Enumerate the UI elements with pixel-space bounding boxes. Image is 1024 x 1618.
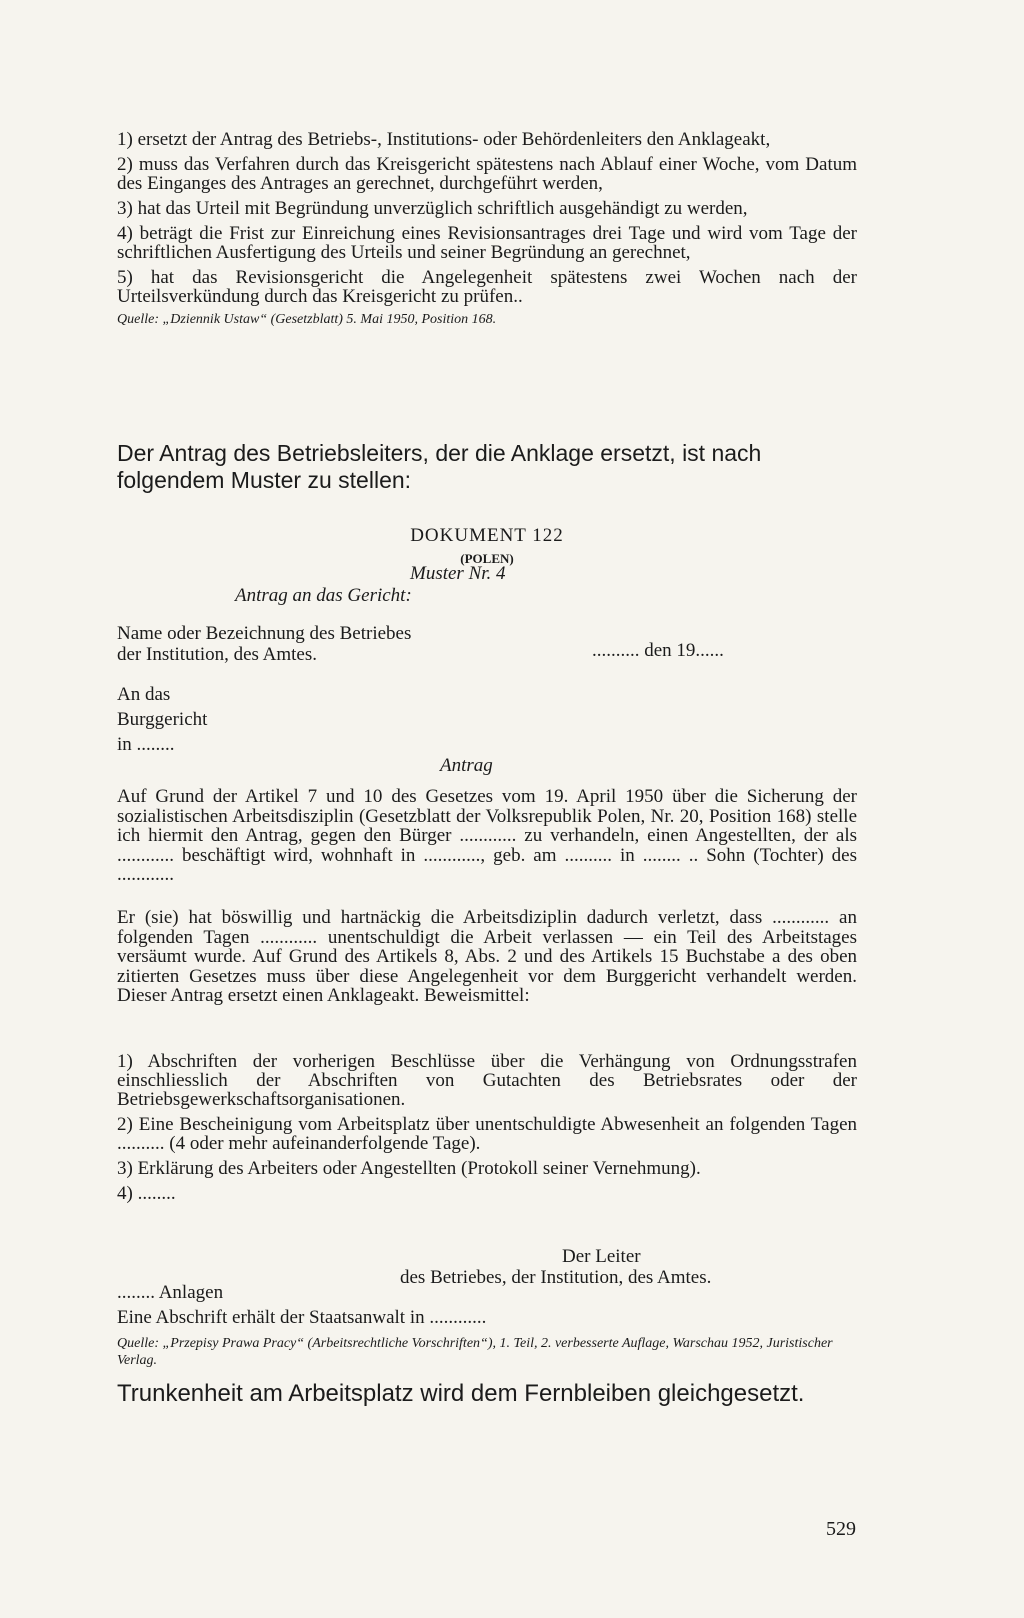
list-item: 3) Erklärung des Arbeiters oder Angestellten (Protokoll seiner Vernehmung). bbox=[117, 1158, 701, 1179]
signature-subtitle: des Betriebes, der Institution, des Amtes. bbox=[400, 1267, 712, 1288]
address-line: An das bbox=[117, 684, 171, 705]
page-number: 529 bbox=[826, 1518, 856, 1540]
antrag-body-1: Auf Grund der Artikel 7 und 10 des Gesetzes vom 19. April 1950 über die Sicherung der sozialistischen Arbeitsdisziplin (Gesetzblatt der Volksrepublik Polen, Nr. 20, Position 168) stelle ich hiermit den Antrag, gegen den Bürger ............ zu verhandeln, einen Angestellten, der als ............ beschäftigt wird, wohnhaft in ............, geb. am .......... in ........ .. Sohn (Tochter) des ............ bbox=[117, 786, 857, 885]
antrag-heading: Antrag bbox=[440, 755, 493, 776]
attachments-line: ........ Anlagen bbox=[117, 1282, 224, 1303]
evidence-list bbox=[117, 1052, 857, 1209]
list-item: 5) hat das Revisionsgericht die Angelegenheit spätestens zwei Wochen nach der Urteilsverkündung durch das Kreisgericht zu prüfen.. bbox=[117, 267, 857, 307]
source-citation: Quelle: „Przepisy Prawa Pracy“ (Arbeitsrechtliche Vorschriften“), 1. Teil, 2. verbesserte Auflage, Warschau 1952, Juristischer Verlag. bbox=[117, 1336, 833, 1368]
sender-name-line: Name oder Bezeichnung des Betriebes bbox=[117, 623, 412, 644]
document-country: (POLEN) bbox=[460, 551, 514, 566]
rules-list bbox=[117, 130, 857, 328]
lead-paragraph: Der Antrag des Betriebsleiters, der die Anklage ersetzt, ist nach folgendem Muster zu stellen: bbox=[117, 440, 762, 493]
antrag-body-2: Er (sie) hat böswillig und hartnäckig die Arbeitsdiziplin dadurch verletzt, dass ............ an folgenden Tagen ............ unentschuldigt die Arbeit verlassen — ein Teil des Arbeitstages versäumt wurde. Auf Grund des Artikels 8, Abs. 2 und des Artikels 15 Buchstabe a des oben zitierten Gesetzes muss über diese Angelegenheit vor dem Burggericht verhandelt werden. Dieser Antrag ersetzt einen Anklageakt. Beweismittel: bbox=[117, 907, 857, 1006]
form-purpose: Antrag an das Gericht: bbox=[235, 585, 412, 606]
date-line: .......... den 19...... bbox=[592, 640, 724, 661]
address-line: Burggericht bbox=[117, 709, 208, 730]
sender-block bbox=[117, 623, 411, 665]
address-block bbox=[117, 682, 207, 757]
copy-recipient-line: Eine Abschrift erhält der Staatsanwalt in ............ bbox=[117, 1307, 487, 1328]
list-item: 4) beträgt die Frist zur Einreichung eines Revisionsantrages drei Tage und wird vom Tage der schriftlichen Ausfertigung des Urteils und seiner Begründung an gerechnet, bbox=[117, 223, 857, 263]
list-item: 4) ........ bbox=[117, 1183, 176, 1204]
form-template-number: Muster Nr. 4 bbox=[410, 563, 506, 584]
closing-paragraph: Trunkenheit am Arbeitsplatz wird dem Fernbleiben gleichgesetzt. bbox=[117, 1380, 805, 1407]
list-item: 1) ersetzt der Antrag des Betriebs-, Institutions- oder Behördenleiters den Anklageakt, bbox=[117, 129, 771, 150]
list-item: 3) hat das Urteil mit Begründung unverzüglich schriftlich ausgehändigt zu werden, bbox=[117, 198, 748, 219]
list-item: 2) Eine Bescheinigung vom Arbeitsplatz über unentschuldigte Abwesenheit an folgenden Tagen .......... (4 oder mehr aufeinanderfolgende Tage). bbox=[117, 1114, 857, 1154]
document-title: DOKUMENT 122 bbox=[410, 525, 564, 546]
sender-name-line: der Institution, des Amtes. bbox=[117, 644, 318, 665]
signature-title: Der Leiter bbox=[562, 1246, 641, 1267]
source-citation: Quelle: „Dziennik Ustaw“ (Gesetzblatt) 5. Mai 1950, Position 168. bbox=[117, 312, 497, 327]
list-item: 1) Abschriften der vorherigen Beschlüsse über die Verhängung von Ordnungsstrafen einschliesslich der Abschriften von Gutachten des Betriebsrates oder der Betriebsgewerkschaftsorganisationen. bbox=[117, 1051, 857, 1110]
address-line: in ........ bbox=[117, 734, 175, 755]
list-item: 2) muss das Verfahren durch das Kreisgericht spätestens nach Ablauf einer Woche, vom Datum des Einganges des Antrages an gerechnet, durchgeführt werden, bbox=[117, 154, 857, 194]
